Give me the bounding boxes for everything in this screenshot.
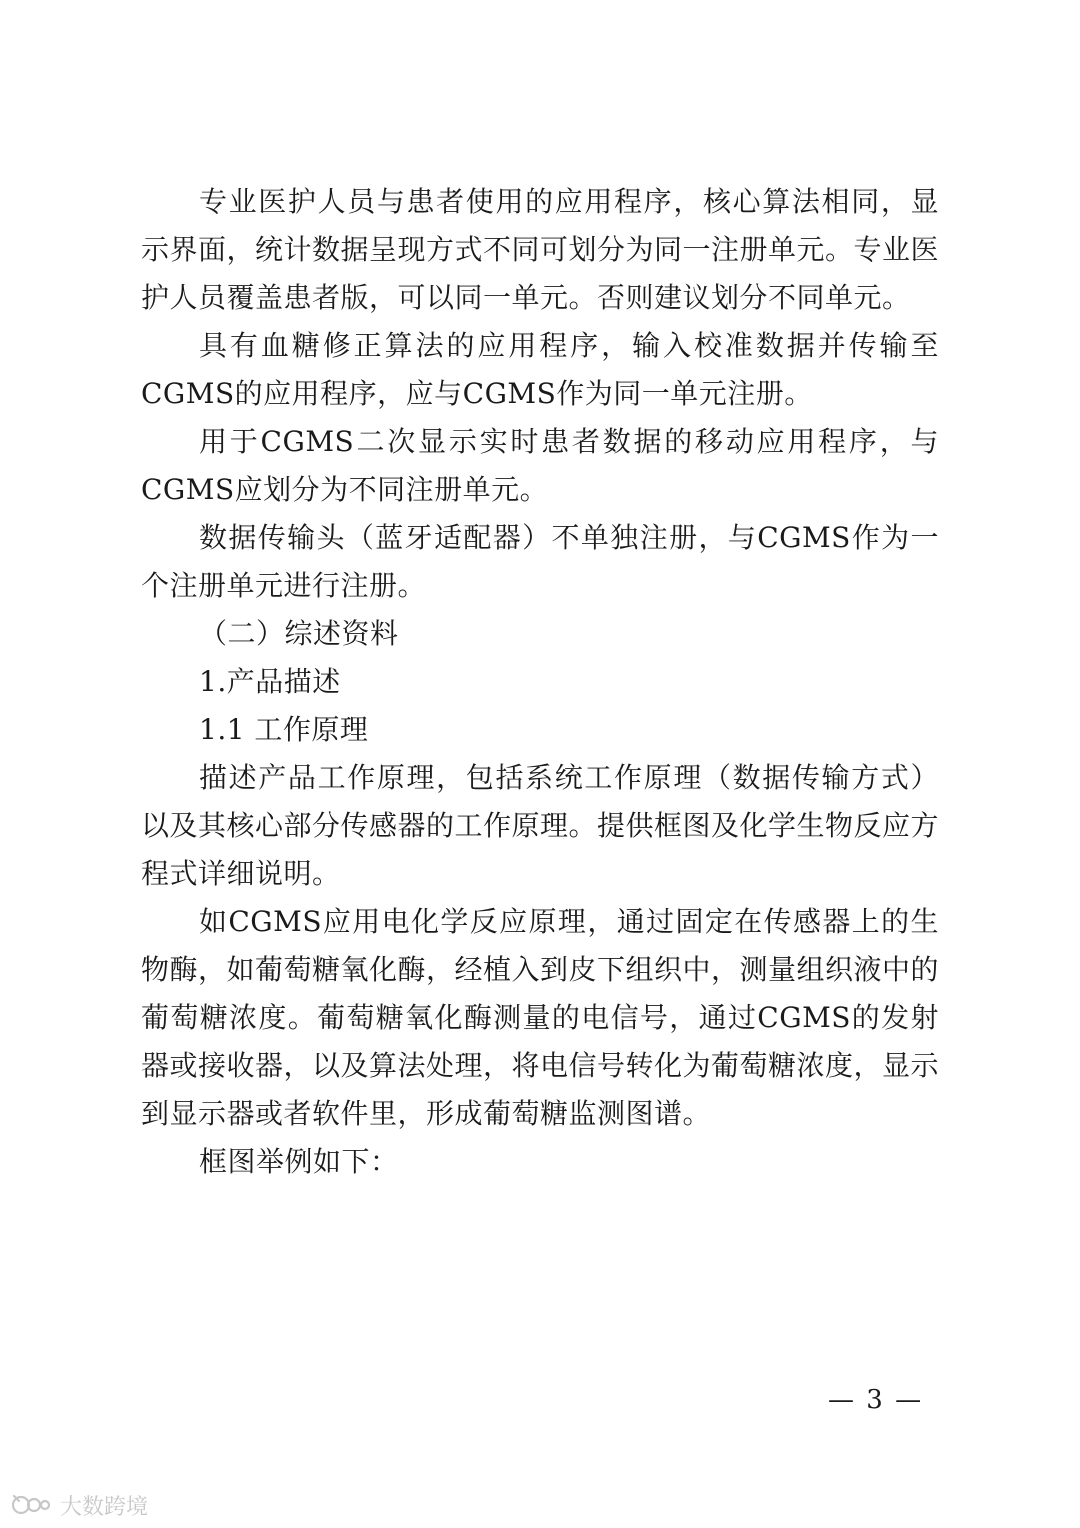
paragraph-bluetooth-adapter: 数据传输头（蓝牙适配器）不单独注册，与CGMS作为一个注册单元进行注册。 <box>141 521 939 602</box>
paragraph-block-diagram-intro: 框图举例如下： <box>199 1145 399 1178</box>
page-number: — 3 — <box>828 1385 924 1415</box>
subsection-heading-product-description: 1.产品描述 <box>199 665 341 698</box>
section-heading-overview: （二）综述资料 <box>199 617 399 650</box>
paragraph-secondary-display-apps: 用于CGMS二次显示实时患者数据的移动应用程序，与CGMS应划分为不同注册单元。 <box>141 425 939 506</box>
dashuju-logo-icon <box>10 1492 54 1518</box>
paragraph-calibration-apps: 具有血糖修正算法的应用程序，输入校准数据并传输至CGMS的应用程序，应与CGMS作为同一单元注册。 <box>141 329 939 410</box>
watermark-text: 大数跨境 <box>60 1494 149 1520</box>
watermark <box>10 1490 148 1520</box>
paragraph-working-principle-description: 描述产品工作原理，包括系统工作原理（数据传输方式）以及其核心部分传感器的工作原理。提供框图及化学生物反应方程式详细说明。 <box>141 761 940 890</box>
subsection-heading-working-principle: 1.1 工作原理 <box>199 713 369 746</box>
paragraph-registration-unit-apps: 专业医护人员与患者使用的应用程序，核心算法相同，显示界面，统计数据呈现方式不同可划分为同一注册单元。专业医护人员覆盖患者版，可以同一单元。否则建议划分不同单元。 <box>141 185 940 314</box>
paragraph-cgms-example: 如CGMS应用电化学反应原理，通过固定在传感器上的生物酶，如葡萄糖氧化酶，经植入到皮下组织中，测量组织液中的葡萄糖浓度。葡萄糖氧化酶测量的电信号，通过CGMS的发射器或接收器，以及算法处理，将电信号转化为葡萄糖浓度，显示到显示器或者软件里，形成葡萄糖监测图谱。 <box>141 905 940 1130</box>
document-body <box>141 178 939 1186</box>
